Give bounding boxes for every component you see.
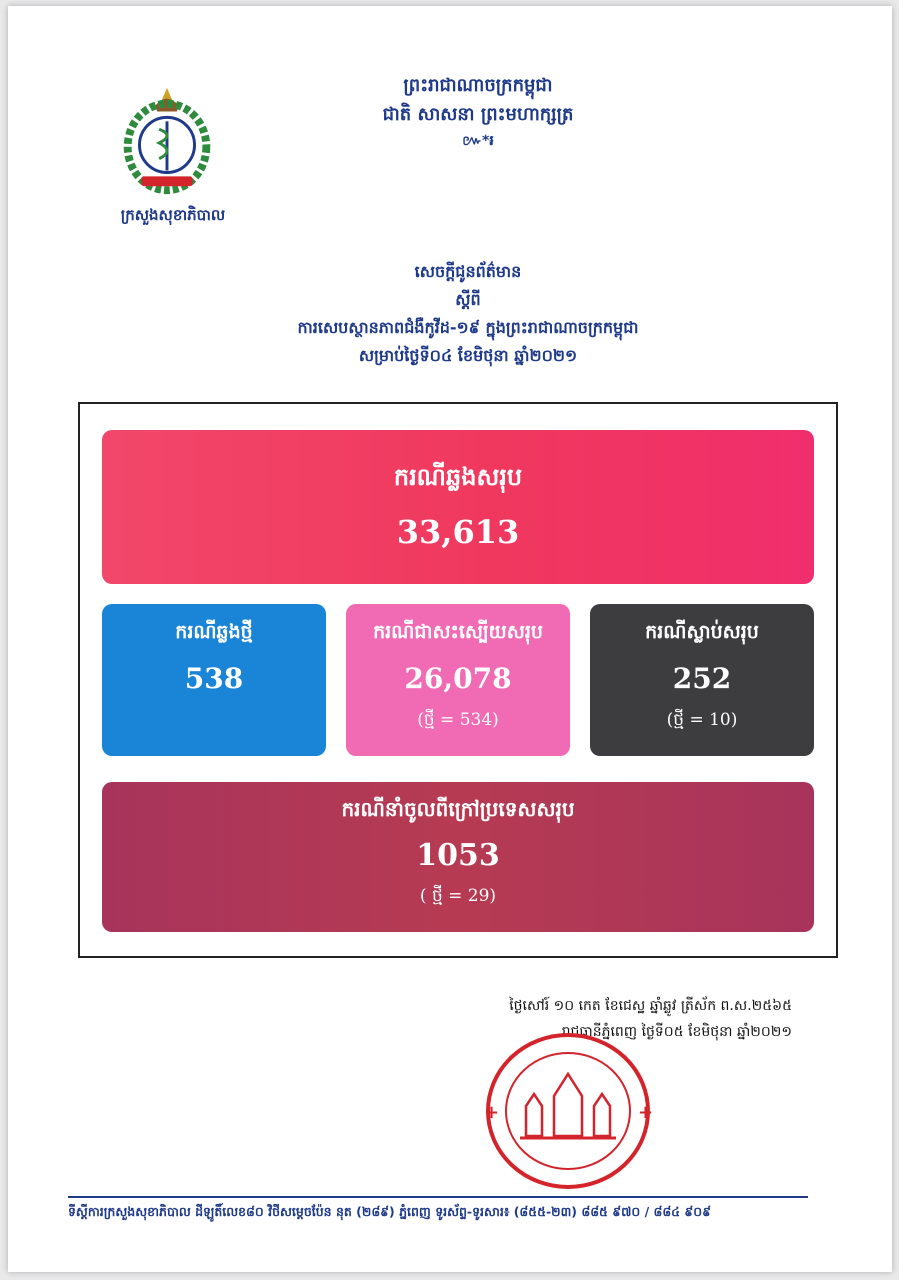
national-motto: ជាតិ សាសនា ព្រះមហាក្សត្រ (382, 104, 574, 125)
deaths-new: (ថ្មី = 10) (666, 710, 738, 730)
ministry-name: ក្រសួងសុខាភិបាល (120, 206, 226, 224)
recovered-card (346, 604, 570, 756)
imported-cases-card (102, 782, 814, 932)
deaths-label: ករណីស្លាប់សរុប (645, 621, 759, 643)
kingdom-title: ព្រះរាជាណាចក្រកម្ពុជា (403, 75, 553, 96)
recovered-label: ករណីជាសះស្បើយសរុប (373, 621, 543, 643)
imported-cases-value: 1053 (416, 838, 500, 873)
title-line-1: សេចក្ដីជូនព័ត៌មាន (414, 262, 522, 281)
solar-date: រាជធានីភ្នំពេញ ថ្ងៃទី០៥ ខែមិថុនា ឆ្នាំ២០២១ (561, 1024, 792, 1040)
recovered-value: 26,078 (404, 662, 512, 695)
angkor-temple-seal-icon (478, 1026, 658, 1196)
title-line-2: ស្ដីពី (455, 290, 481, 309)
new-cases-value: 538 (184, 662, 244, 695)
title-line-3: ការសេបស្ថានភាពជំងឺកូវីដ-១៩ ក្នុងព្រះរាជាណាចក្រកម្ពុជា (297, 318, 639, 337)
svg-text:+: + (638, 1102, 654, 1123)
recovered-new: (ថ្មី = 534) (417, 710, 499, 730)
imported-cases-new: ( ថ្មី = 29) (419, 886, 497, 906)
press-release-title (188, 258, 748, 370)
footer-address: ទីស្ដីការក្រសួងសុខាភិបាល ដីឡូតិ៍លេខ៨០ វិថីសម្ដេចប៉ែន នុត (២៨៩) ភ្នំពេញ ទូរស័ព្ទ-ទូរសារ៖ (៨៥៥-២៣) ៨៨៥ ៩៧០ / ៨៨៤ ៩០៩ (68, 1204, 711, 1219)
ornament-divider: ៚*៛ (462, 133, 494, 149)
deaths-value: 252 (672, 662, 732, 695)
imported-cases-label: ករណីនាំចូលពីក្រៅប្រទេសសរុប (341, 797, 575, 821)
total-cases-value: 33,613 (396, 513, 520, 551)
new-cases-card (102, 604, 326, 756)
lunar-date: ថ្ងៃសៅរ៍ ១០ កេត ខែជេស្ឋ ឆ្នាំឆ្លូវ ត្រីស័ក ព.ស.២៥៦៥ (509, 998, 792, 1014)
footer-divider (68, 1196, 808, 1198)
total-cases-card (102, 430, 814, 584)
title-line-4: សម្រាប់ថ្ងៃទី០៤ ខែមិថុនា ឆ្នាំ២០២១ (358, 346, 578, 365)
deaths-card (590, 604, 814, 756)
total-cases-label: ករណីឆ្លងសរុប (393, 463, 523, 491)
statistics-panel (78, 402, 838, 958)
svg-text:+: + (484, 1102, 500, 1123)
new-cases-label: ករណីឆ្លងថ្មី (175, 621, 253, 643)
ministry-of-health-emblem-icon (108, 82, 226, 200)
letterhead (268, 72, 688, 152)
document-page (8, 6, 892, 1272)
